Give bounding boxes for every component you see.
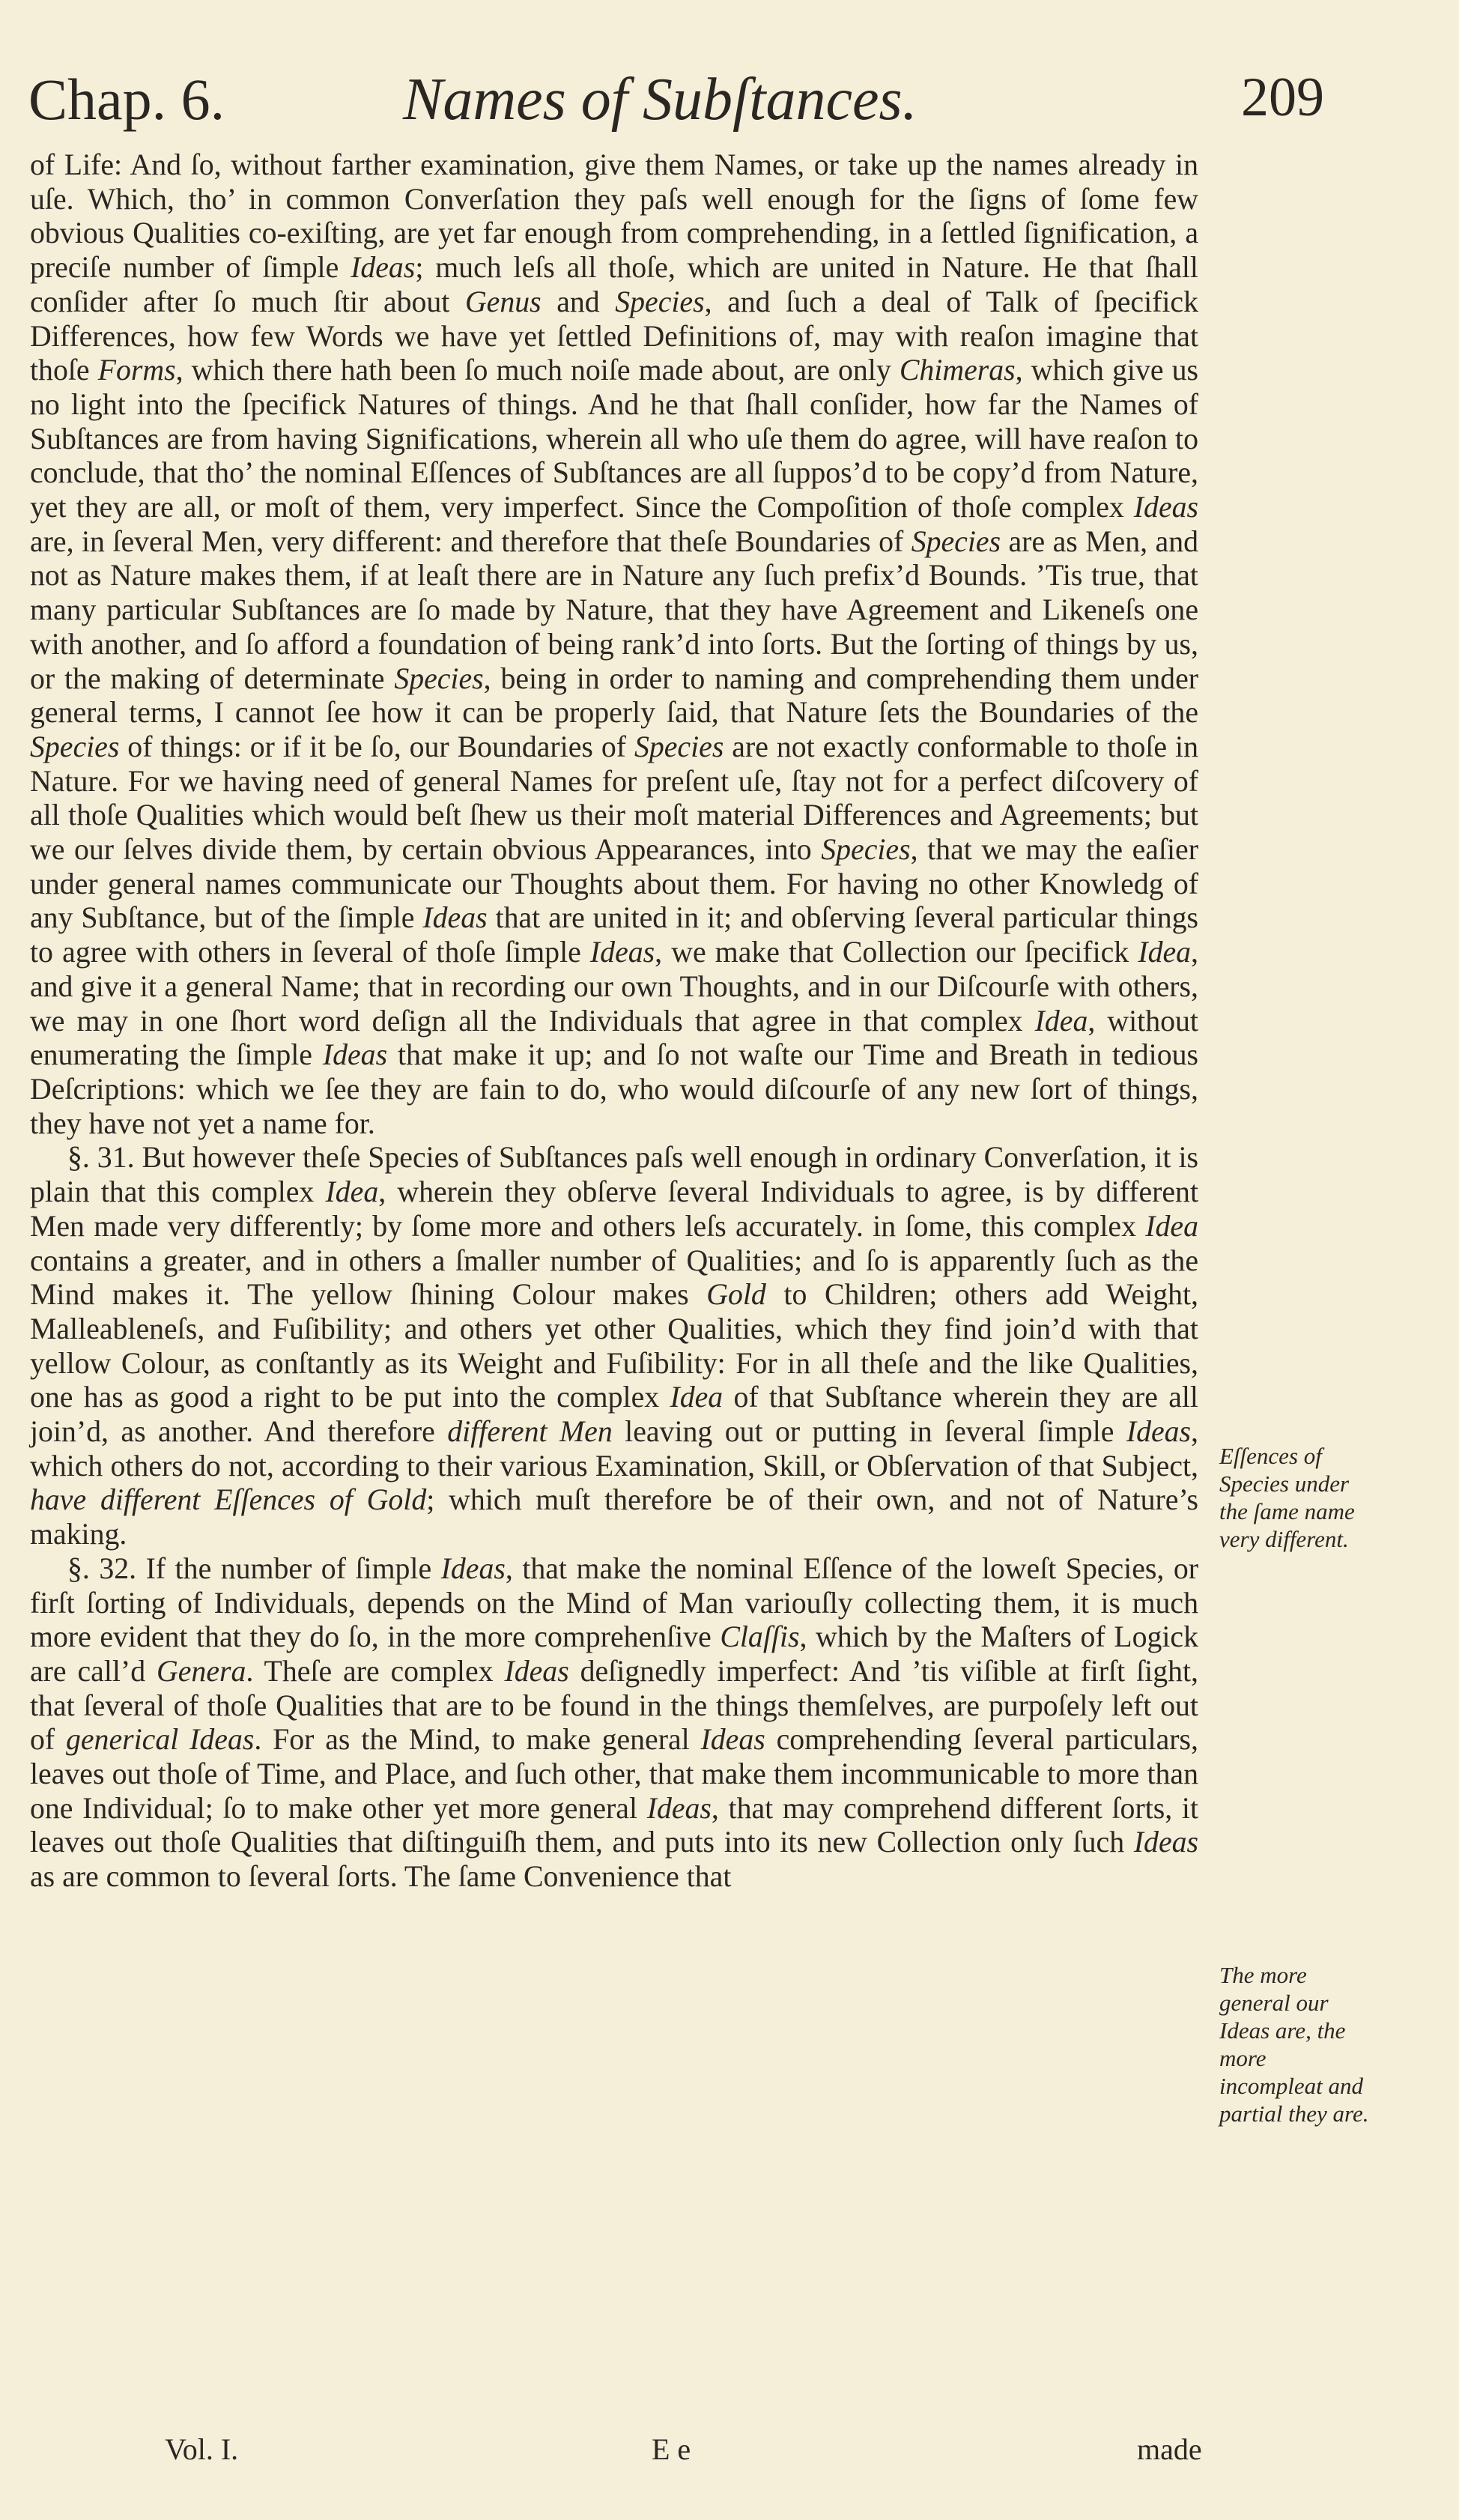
section-31: §. 31. But however theſe Species of Subſtances paſs well enough in ordinary Converſation, it is plain that this complex Idea, wherein they obſerve ſeveral Individuals to agree, is by different Men made very differently; by ſome more and others leſs accurately. in ſome, this complex Idea contains a greater, and in others a ſmaller number of Qualities; and ſo is apparently ſuch as the Mind makes it. The yellow ſhining Colour makes Gold to Children; others add Weight, Malleableneſs, and Fuſibility; and others yet other Qualities, which they find join’d with that yellow Colour, as conſtantly as its Weight and Fuſibility: For in all theſe and the like Qualities, one has as good a right to be put into the complex Idea of that Subſtance wherein they are all join’d, as another. And therefore different Men leaving out or putting in ſeveral ſimple Ideas, which others do not, according to their various Examination, Skill, or Obſervation of that Subject, have different Eſſences of Gold; which muſt therefore be of their own, and not of Nature’s making. — [30, 1141, 1198, 1551]
section-32: §. 32. If the number of ſimple Ideas, that make the nominal Eſſence of the loweſt Species, or firſt ſorting of Individuals, depends on the Mind of Man variouſly collecting them, it is much more evident that they do ſo, in the more comprehenſive Claſſis, which by the Maſters of Logick are call’d Genera. Theſe are complex Ideas deſignedly imperfect: And ’tis viſible at firſt ſight, that ſeveral of thoſe Qualities that are to be found in the things themſelves, are purpoſely left out of generical Ideas. For as the Mind, to make general Ideas comprehending ſeveral particulars, leaves out thoſe of Time, and Place, and ſuch other, that make them incommunicable to more than one Individual; ſo to make other yet more general Ideas, that may comprehend different ſorts, it leaves out thoſe Qualities that diſtinguiſh them, and puts into its new Collection only ſuch Ideas as are common to ſeveral ſorts. The ſame Convenience that — [30, 1551, 1198, 1894]
running-header — [28, 66, 1324, 148]
volume-label: Vol. I. — [165, 2432, 239, 2466]
signature-mark: E e — [652, 2432, 691, 2466]
catchword: made — [1137, 2432, 1202, 2466]
paragraph-continuation: of Life: And ſo, without farther examination, give them Names, or take up the names already in uſe. Which, tho’ in common Converſation they paſs well enough for the ſigns of ſome few obvious Qualities co-exiſting, are yet far enough from comprehending, in a ſettled ſignification, a preciſe number of ſimple Ideas; much leſs all thoſe, which are united in Nature. He that ſhall conſider after ſo much ſtir about Genus and Species, and ſuch a deal of Talk of ſpecifick Differences, how few Words we have yet ſettled Definitions of, may with reaſon imagine that thoſe Forms, which there hath been ſo much noiſe made about, are only Chimeras, which give us no light into the ſpecifick Natures of things. And he that ſhall conſider, how far the Names of Subſtances are from having Significations, wherein all who uſe them do agree, will have reaſon to conclude, that tho’ the nominal Eſſences of Subſtances are all ſuppos’d to be copy’d from Nature, yet they are all, or moſt of them, very imperfect. Since the Compoſition of thoſe complex Ideas are, in ſeveral Men, very different: and therefore that theſe Boundaries of Species are as Men, and not as Nature makes them, if at leaſt there are in Nature any ſuch prefix’d Bounds. ’Tis true, that many particular Subſtances are ſo made by Nature, that they have Agreement and Likeneſs one with another, and ſo afford a foundation of being rank’d into ſorts. But the ſorting of things by us, or the making of determinate Species, being in order to naming and comprehending them under general terms, I cannot ſee how it can be properly ſaid, that Nature ſets the Boundaries of the Species of things: or if it be ſo, our Boundaries of Species are not exactly conformable to thoſe in Nature. For we having need of general Names for preſent uſe, ſtay not for a perfect diſcovery of all thoſe Qualities which would beſt ſhew us their moſt material Differences and Agreements; but we our ſelves divide them, by certain obvious Appearances, into Species, that we may the eaſier under general names communicate our Thoughts about them. For having no other Knowledg of any Subſtance, but of the ſimple Ideas that are united in it; and obſerving ſeveral particular things to agree with others in ſeveral of thoſe ſimple Ideas, we make that Collection our ſpecifick Idea, and give it a general Name; that in recording our own Thoughts, and in our Diſcourſe with others, we may in one ſhort word deſign all the Individuals that agree in that complex Idea, without enumerating the ſimple Ideas that make it up; and ſo not waſte our Time and Breath in tedious Deſcriptions: which we ſee they are fain to do, who would diſcourſe of any new ſort of things, they have not yet a name for. — [30, 148, 1199, 1140]
page-footer — [0, 2432, 1459, 2477]
chapter-label: Chap. 6. — [28, 67, 225, 132]
margin-note-31: Eſſences of Species under the ſame name very different. — [1219, 1443, 1355, 1552]
body-text — [30, 148, 1198, 1894]
running-title: Names of Subſtances. — [403, 67, 917, 133]
margin-note-32: The more general our Ideas are, the more incompleat and partial they are. — [1219, 1962, 1369, 2127]
page-number: 209 — [1241, 67, 1324, 128]
